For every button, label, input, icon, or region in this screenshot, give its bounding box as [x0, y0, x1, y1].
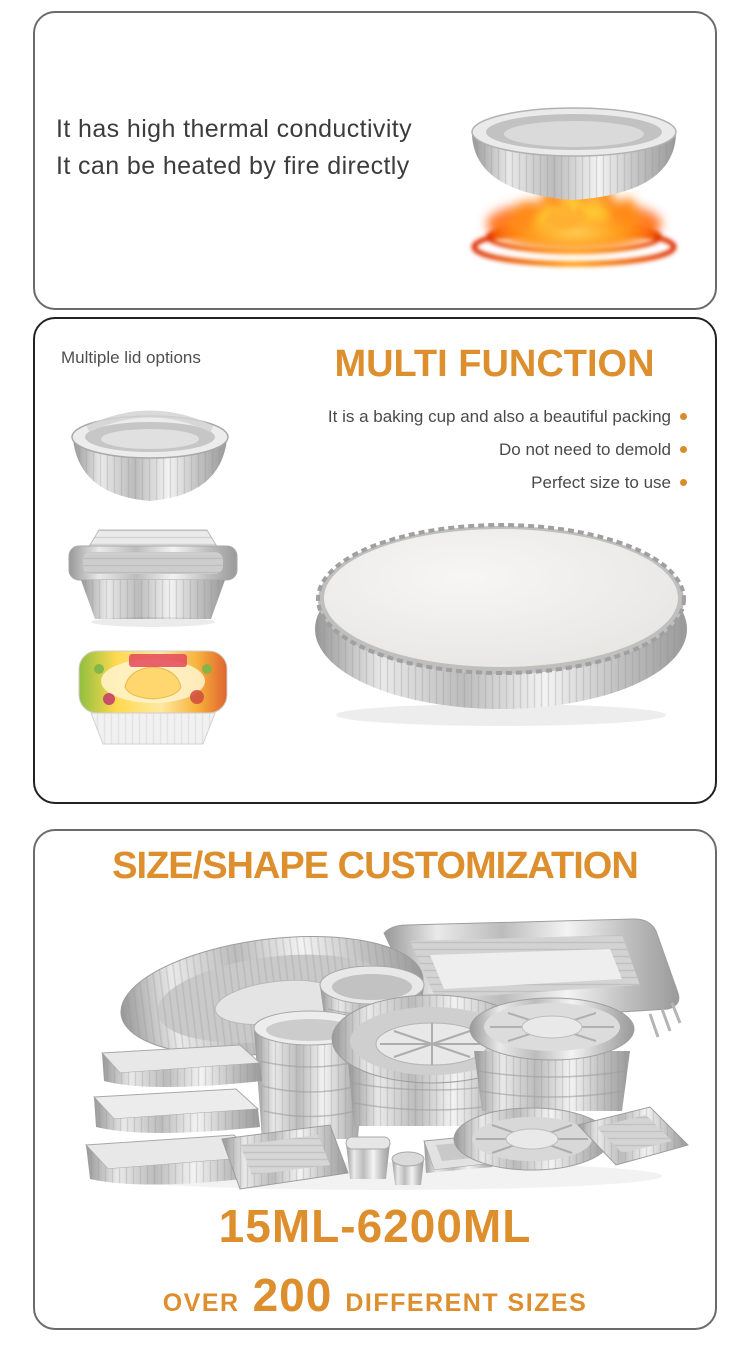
round-foil-bowl-image — [55, 391, 245, 509]
feature-bullet — [328, 440, 687, 459]
multi-function-title: MULTI FUNCTION — [334, 343, 655, 385]
feature-bullet — [328, 473, 687, 492]
feature-bullet-text: Perfect size to use — [531, 472, 671, 492]
lid-options-label: Multiple lid options — [61, 348, 201, 367]
size-shape-title: SIZE/SHAPE CUSTOMIZATION — [112, 845, 638, 887]
thermal-conductivity-section — [33, 11, 717, 310]
bullet-dot-icon — [680, 479, 687, 486]
round-foil-container-board-lid-image — [293, 507, 713, 732]
bullet-dot-icon — [680, 446, 687, 453]
volume-range-text: 15ML-6200ML — [218, 1200, 532, 1252]
foil-container-assortment-image — [62, 911, 692, 1196]
sizes-count: 200 — [252, 1269, 333, 1321]
thermal-line-1: It has high thermal conductivity — [56, 115, 413, 143]
feature-bullet-text: Do not need to demold — [498, 439, 671, 459]
size-shape-section — [33, 829, 717, 1330]
thermal-line-2: It can be heated by fire directly — [56, 152, 410, 180]
foil-pan-over-fire-image — [439, 73, 709, 291]
feature-bullet-list — [328, 407, 687, 506]
bullet-dot-icon — [680, 413, 687, 420]
different-sizes-label: DIFFERENT SIZES — [345, 1289, 588, 1317]
feature-bullet — [328, 407, 687, 426]
multi-function-section — [33, 317, 717, 804]
over-label: OVER — [162, 1289, 240, 1317]
foil-container-printed-lid-image — [73, 645, 233, 750]
feature-bullet-text: It is a baking cup and also a beautiful packing — [327, 406, 671, 426]
rect-foil-container-clear-lid-image — [61, 520, 246, 630]
thermal-text — [56, 111, 412, 185]
sizes-count-line — [35, 1268, 715, 1322]
